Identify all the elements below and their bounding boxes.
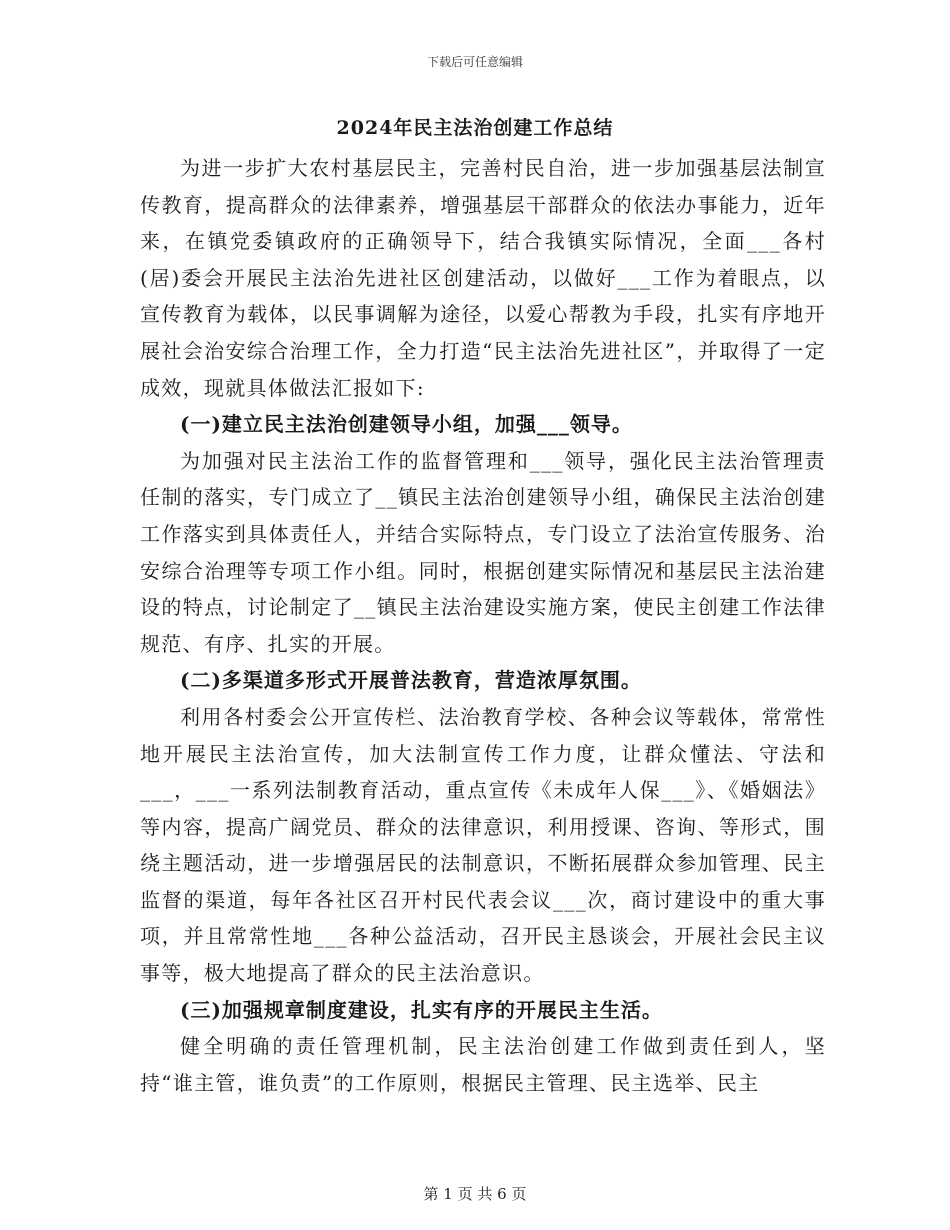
header-note: 下载后可任意编辑 bbox=[426, 55, 523, 69]
section-heading-1: (一)建立民主法治创建领导小组，加强___领导。 bbox=[180, 412, 633, 437]
document-title: 2024年民主法治创建工作总结 bbox=[336, 117, 614, 139]
section-paragraph-2: 利用各村委会公开宣传栏、法治教育学校、各种会议等载体，常常性地开展民主法治宣传，加大法制宣传工作力度，让群众懂法、守法和___，___一系列法制教育活动，重点宣传《未成年人保___》、《婚姻法》等内容，提高广阔党员、群众的法律意识，利用授课、咨询、等形式，围绕主题活动，进一步增强居民的法制意识，不断拓展群众参加管理、民主监督的渠道，每年各社区召开村民代表会议___次，商讨建设中的重大事项，并且常常性地___各种公益活动，召开民主恳谈会，开展社会民主议事等，极大地提高了群众的民主法治意识。 bbox=[140, 704, 826, 986]
intro-paragraph: 为进一步扩大农村基层民主，完善村民自治，进一步加强基层法制宣传教育，提高群众的法律素养，增强基层干部群众的依法办事能力，近年来，在镇党委镇政府的正确领导下，结合我镇实际情况，全面___各村(居)委会开展民主法治先进社区创建活动，以做好___工作为着眼点，以宣传教育为载体，以民事调解为途径，以爱心帮教为手段，扎实有序地开展社会治安综合治理工作，全力打造“民主法治先进社区”，并取得了一定成效，现就具体做法汇报如下: bbox=[140, 156, 826, 400]
section-heading-2: (二)多渠道多形式开展普法教育，营造浓厚氛围。 bbox=[180, 668, 642, 693]
section-paragraph-1: 为加强对民主法治工作的监督管理和___领导，强化民主法治管理责任制的落实，专门成立了__镇民主法治创建领导小组，确保民主法治创建工作落实到具体责任人，并结合实际特点，专门设立了法治宣传服务、治安综合治理等专项工作小组。同时，根据创建实际情况和基层民主法治建设的特点，讨论制定了__镇民主法治建设实施方案，使民主创建工作法律规范、有序、扎实的开展。 bbox=[140, 448, 826, 656]
document-body bbox=[140, 150, 826, 1101]
section-paragraph-3: 健全明确的责任管理机制，民主法治创建工作做到责任到人，坚持“谁主管，谁负责”的工作原则，根据民主管理、民主选举、民主 bbox=[140, 1034, 826, 1095]
section-heading-3: (三)加强规章制度建设，扎实有序的开展民主生活。 bbox=[180, 997, 663, 1022]
page-number-footer: 第 1 页 共 6 页 bbox=[423, 1185, 527, 1203]
